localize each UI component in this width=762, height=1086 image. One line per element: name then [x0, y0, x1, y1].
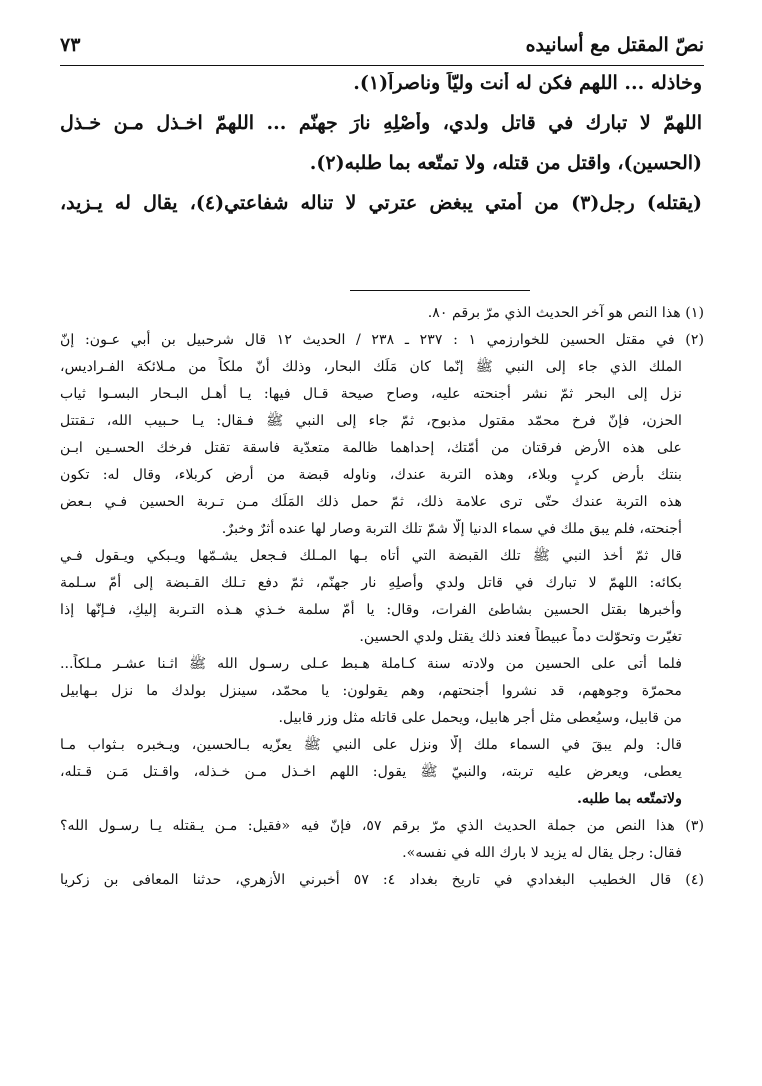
main-text	[60, 72, 702, 232]
footnote-line: (١) هذا النص هو آخر الحديث الذي مرّ برقم ٨٠.	[427, 305, 704, 321]
body-line: اللهمّ لا تبارك في قاتل ولدي، وأَصْلِهِ نارَ جهنّم ... اللهمّ اخـذل مـن خـذل	[60, 112, 702, 134]
footnote-line: تغيّرت وتحوّلت دماً عبيطاً فعند ذلك يقتل ولدي الحسين.	[359, 629, 682, 645]
footnote-line: وأخبرها بقتل الحسين بشاطئ الفرات، وقال: يا أمّ سلمة خـذي هـذه التـربة إليكِ، فـإنّها إذا	[60, 602, 682, 618]
footnote-separator	[350, 290, 530, 291]
footnote-line: فلما أتى على الحسين من ولادته سنة كـاملة هـبط عـلى رسـول الله ﷺ اثـنا عشـر مـلكاً...	[60, 656, 682, 672]
body-line: (الحسين)، واقتل من قتله، ولا تمتّعه بما طلبه(٢).	[309, 152, 702, 174]
footnote-line: فقال: رجل يقال له يزيد لا بارك الله في نفسه».	[402, 845, 682, 861]
running-title: نصّ المقتل مع أسانيده	[525, 34, 704, 56]
footnote-line: نزل إلى البحر ثمّ نشر أجنحته عليه، وصاح صيحة قـال فيها: يـا أهـل البـحار البسـوا ثياب	[60, 386, 682, 402]
footnote-line: قال ثمّ أخذ النبي ﷺ تلك القبضة التي أتاه بـها المـلك فـجعل يشـمّها ويـبكي ويـقول فـي	[60, 548, 682, 564]
page-number: ٧٣	[60, 34, 81, 56]
footnote-line: (٣) هذا النص من جملة الحديث الذي مرّ برقم ٥٧، فإنّ فيه «فقيل: مـن يـقتله يـا رسـول الله؟	[60, 818, 704, 834]
footnote-line: بكائه: اللهمّ لا تبارك في قاتل ولدي وأَصلِهِ نار جهنّم، ثمّ دفع تـلك القـبضة إلى أمّ سـلمة	[60, 575, 682, 591]
footnote-line: الحزن، فإنّ فرخ محمّد مقتول مذبوح، ثمّ جاء إلى النبي ﷺ فـقال: يـا حـبيب الله، تـقتتل	[60, 413, 682, 429]
body-line: (يقتله) رجل(٣) من أمتي يبغض عترتي لا تناله شفاعتي(٤)، يقال له يـزيد،	[60, 192, 702, 214]
footnote-line: قال: ولم يبقَ في السماء ملك إلّا ونزل على النبي ﷺ يعزّيه بـالحسين، ويـخبره بـثواب مـا	[60, 737, 682, 753]
footnote-line: على هذه الأرض فرقتان من أُمّتك، إحداهما ظالمة متعدّية فاسقة تقتل فرخك الحسـين ابـن	[60, 440, 682, 456]
footnote-line: ولاتمتّعه بما طلبه.	[577, 791, 682, 807]
footnote-line: من قابيل، وسيُعطى مثل أجر هابيل، ويحمل على قاتله مثل وزر قابيل.	[278, 710, 682, 726]
footnote-line: (٤) قال الخطيب البغدادي في تاريخ بغداد ٤: ٥٧ أخبرني الأزهري، حدثنا المعافى بن زكريا	[60, 872, 704, 888]
footnote-line: يعطى، ويعرض عليه تربته، والنبيّ ﷺ يقول: اللهم اخـذل مـن خـذله، واقـتل مَـن قـتله،	[60, 764, 682, 780]
header-rule	[60, 65, 704, 66]
footnote-line: أجنحته، فلم يبق ملك في سماء الدنيا إلّا شمّ تلك التربة وصار لها عنده أثرٌ وخبرٌ.	[221, 521, 682, 537]
footnote-line: (٢) في مقتل الحسين للخوارزمي ١ : ٢٣٧ ـ ٢٣٨ / الحديث ١٢ قال شرحبيل بن أبي عـون: إنّ	[60, 332, 704, 348]
footnote-line: هذه التربة عندك حتّى ترى علامة ذلك، ثمّ حمل ذلك المَلَك مـن تـربة الحسين فـي بـعض	[60, 494, 682, 510]
footnote-line: بنتك بأرض كربٍ وبلاء، وهذه التربة عندك، وناوله قبضة من أرض كربلاء، وقال له: تكون	[60, 467, 682, 483]
footnote-line: الملك الذي جاء إلى النبي ﷺ إنّما كان مَلَك البحار، وذلك أنّ ملكاً من مـلائكة الفـراديس،	[60, 359, 682, 375]
footnotes	[60, 303, 704, 897]
page-header	[60, 32, 704, 66]
footnote-line: محمرّة وجوههم، قد نشروا أجنحتهم، وهم يقولون: يا محمّد، سينزل بولدك ما نزل بـهابيل	[60, 683, 682, 699]
body-line: وخاذله ... اللهم فكن له أنت وليّاً وناصراً(١).	[353, 72, 702, 94]
